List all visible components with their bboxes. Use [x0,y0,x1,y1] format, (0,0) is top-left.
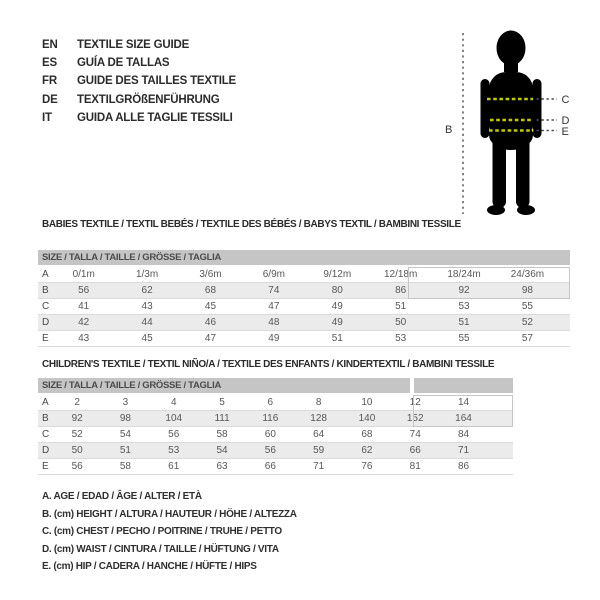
size-cell: 56 [168,429,180,440]
size-cell: 49 [331,301,343,312]
size-cell: 53 [395,333,407,344]
measurement-legend [42,488,297,576]
size-cell: 64 [313,429,325,440]
size-cell: 52 [521,317,533,328]
size-cell: 24/36m [510,269,545,280]
language-guide-title: GUIDE DES TAILLES TEXTILE [77,75,236,88]
size-cell: 51 [119,445,131,456]
row-letter: B [42,413,49,424]
size-cell: 43 [78,333,90,344]
size-cell: 51 [331,333,343,344]
size-cell: 98 [119,413,131,424]
legend-line-c: C. (cm) CHEST / PECHO / POITRINE / TRUHE / PETTO [42,526,282,537]
legend-line-d: D. (cm) WAIST / CINTURA / TAILLE / HÜFTUNG / VITA [42,543,279,555]
language-row-es [42,54,236,72]
size-cell: 14 [457,397,470,408]
size-cell: 60 [264,429,276,440]
size-cell: 12 [409,397,421,408]
babies-section-title: BABIES TEXTILE / TEXTIL BEBÉS / TEXTILE DES BÉBÉS / BABYS TEXTIL / BAMBINI TESSILE [42,219,461,230]
size-cell: 10 [361,397,373,408]
size-cell: 5 [219,397,225,408]
size-cell: 4 [170,397,177,408]
size-cell: 57 [521,333,533,344]
legend-line-a: A. AGE / EDAD / ÂGE / ALTER / ETÀ [42,491,202,502]
row-letter: B [42,285,49,296]
size-cell: 66 [409,445,421,456]
size-cell: 80 [331,285,343,296]
size-cell: 3 [122,397,129,408]
size-cell: 8 [315,397,322,408]
row-letter: C [42,301,50,312]
size-cell: 63 [216,461,228,472]
size-cell: 56 [264,445,276,456]
size-cell: 54 [216,445,228,456]
size-cell: 62 [361,445,373,456]
size-cell: 68 [204,285,217,296]
size-cell: 104 [165,413,183,424]
size-cell: 53 [458,301,470,312]
language-guide-title: GUIDA ALLE TAGLIE TESSILI [77,111,233,124]
size-cell: 45 [204,301,217,312]
size-cell: 74 [268,285,280,296]
size-cell: 6/9m [262,269,285,280]
size-cell: 50 [71,445,83,456]
language-code: ES [42,57,57,70]
row-letter: A [42,269,49,280]
size-cell: 58 [216,429,228,440]
babies-row-E [38,331,570,347]
grid-artifact-outline [408,267,570,299]
row-letter: E [42,461,49,472]
size-cell: 6 [267,397,274,408]
row-letter: D [42,445,50,456]
size-cell: 81 [409,461,421,472]
size-cell: 86 [395,285,407,296]
size-cell: 43 [141,301,153,312]
child-measurement-figure [433,16,598,228]
language-list [42,36,236,127]
size-cell: 61 [168,461,180,472]
size-cell: 55 [458,333,470,344]
size-cell: 44 [141,317,153,328]
hip-label: E [561,126,569,138]
row-letter: E [42,333,49,344]
babies-row-D [38,315,570,331]
babies-row-C [38,299,570,315]
size-cell: 41 [78,301,90,312]
size-cell: 116 [262,413,279,424]
size-cell: 68 [361,429,373,440]
size-cell: 111 [214,413,230,424]
language-guide-title: TEXTILGRÖßENFÜHRUNG [77,93,220,106]
language-code: EN [42,39,58,52]
size-cell: 52 [71,429,83,440]
size-cell: 46 [204,317,217,328]
grid-artifact-outline [413,395,513,427]
size-cell: 50 [395,317,407,328]
language-row-it [42,109,236,127]
size-cell: 47 [268,301,280,312]
size-cell: 66 [264,461,276,472]
babies-size-header: SIZE / TALLA / TAILLE / GRÖSSE / TAGLIA [38,250,570,265]
language-guide-title: GUÍA DE TALLAS [77,57,170,70]
language-code: DE [42,93,58,106]
size-cell: 71 [457,445,470,456]
children-section-title: CHILDREN'S TEXTILE / TEXTIL NIÑO/A / TEXTILE DES ENFANTS / KINDERTEXTIL / BAMBINI TESSILE [42,359,495,370]
row-letter: D [42,317,50,328]
size-cell: 92 [458,285,470,296]
size-cell: 58 [119,461,131,472]
size-cell: 59 [313,445,325,456]
waist-label: D [561,115,570,127]
size-cell: 3/6m [199,269,222,280]
row-letter: A [42,397,49,408]
size-cell: 98 [521,285,533,296]
size-cell: 55 [521,301,533,312]
language-code: FR [42,75,57,88]
language-row-en [42,36,236,54]
language-row-fr [42,72,236,90]
children-size-table [38,378,513,475]
size-cell: 56 [78,285,90,296]
size-cell: 49 [268,333,280,344]
size-cell: 0/1m [72,269,95,280]
babies-size-table [38,250,570,347]
size-cell: 47 [204,333,217,344]
size-cell: 45 [141,333,153,344]
size-cell: 56 [71,461,83,472]
child-silhouette-icon [481,31,542,216]
language-guide-title: TEXTILE SIZE GUIDE [77,39,190,52]
legend-line-e: E. (cm) HIP / CADERA / HANCHE / HÜFTE / HIPS [42,561,257,572]
language-row-de [42,91,236,109]
children-row-E [38,459,513,475]
header-bar-notch [410,378,414,393]
children-row-C [38,427,513,443]
language-code: IT [42,111,52,124]
size-cell: 53 [168,445,180,456]
size-cell: 51 [395,301,407,312]
size-cell: 74 [409,429,421,440]
size-cell: 9/12m [323,269,352,280]
size-cell: 18/24m [447,269,481,280]
chest-label: C [561,94,570,106]
size-cell: 164 [455,413,472,424]
size-cell: 48 [268,317,280,328]
size-cell: 62 [141,285,153,296]
size-cell: 49 [331,317,343,328]
size-cell: 152 [406,413,424,424]
children-row-D [38,443,513,459]
size-cell: 76 [361,461,373,472]
size-cell: 86 [457,461,470,472]
row-letter: C [42,429,50,440]
size-cell: 51 [458,317,470,328]
size-cell: 2 [74,397,80,408]
size-cell: 1/3m [135,269,159,280]
size-cell: 54 [119,429,131,440]
legend-line-b: B. (cm) HEIGHT / ALTURA / HAUTEUR / HÖHE / ALTEZZA [42,508,297,520]
size-cell: 140 [358,413,376,424]
height-label: B [445,124,453,136]
size-cell: 12/18m [383,269,418,280]
size-cell: 128 [310,413,327,424]
size-cell: 71 [313,461,325,472]
size-cell: 42 [78,317,90,328]
size-cell: 92 [71,413,83,424]
children-size-header: SIZE / TALLA / TAILLE / GRÖSSE / TAGLIA [38,378,513,393]
size-cell: 84 [457,429,470,440]
